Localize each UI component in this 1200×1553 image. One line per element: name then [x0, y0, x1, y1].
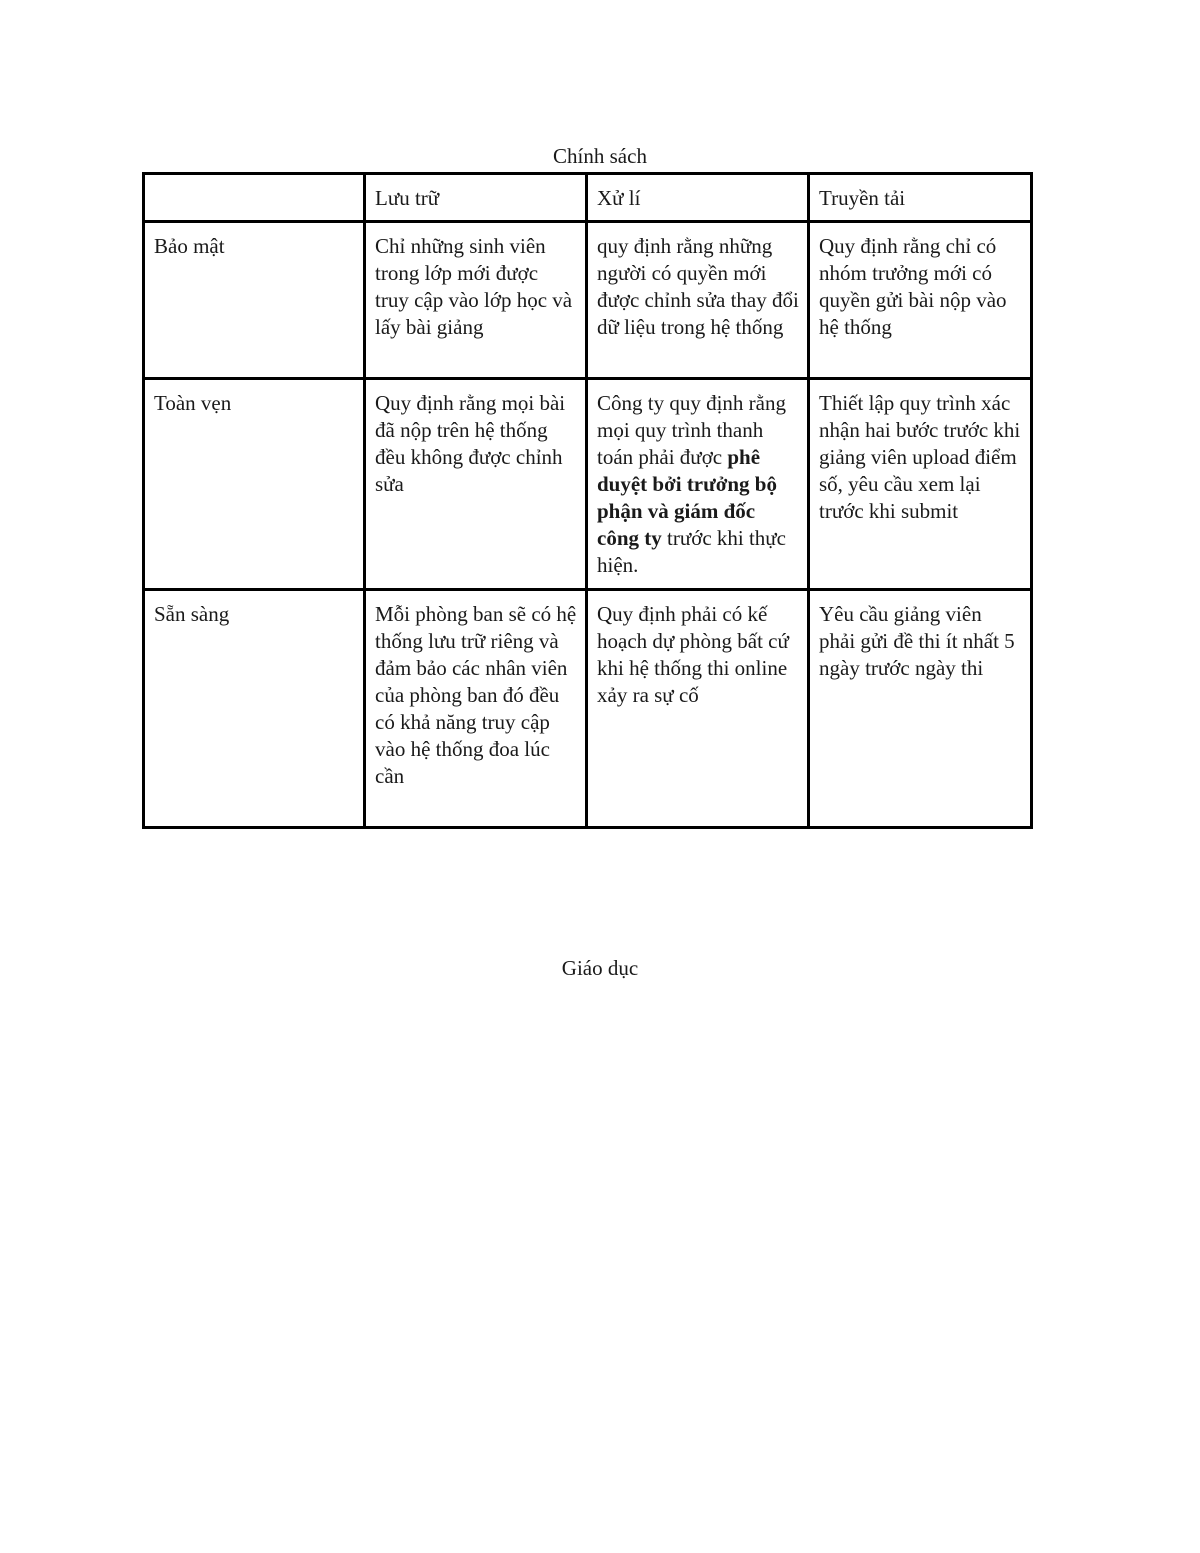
- cell-security-transmission: Quy định rằng chỉ có nhóm trưởng mới có quyền gửi bài nộp vào hệ thống: [809, 222, 1032, 379]
- cell-integrity-storage: Quy định rằng mọi bài đã nộp trên hệ thống đều không được chỉnh sửa: [365, 379, 587, 590]
- table-row-security: [144, 222, 1032, 379]
- section-heading: Giáo dục: [561, 956, 639, 980]
- table-row-integrity: [144, 379, 1032, 590]
- cell-security-storage: Chỉ những sinh viên trong lớp mới được truy cập vào lớp học và lấy bài giảng: [365, 222, 587, 379]
- header-cell-transmission: Truyền tải: [809, 174, 1032, 222]
- cell-integrity-processing-bold-text: phê duyệt bởi trưởng bộ phận và giám đốc công ty: [597, 445, 777, 550]
- cell-security-processing: quy định rằng những người có quyền mới được chỉnh sửa thay đổi dữ liệu trong hệ thống: [587, 222, 809, 379]
- cell-integrity-processing: [587, 379, 809, 590]
- policy-table: [142, 172, 1033, 829]
- header-cell-storage: Lưu trữ: [365, 174, 587, 222]
- table-row-availability: [144, 590, 1032, 828]
- table-title: Chính sách: [553, 144, 647, 168]
- cell-integrity-transmission: Thiết lập quy trình xác nhận hai bước trước khi giảng viên upload điểm số, yêu cầu xem lại trước khi submit: [809, 379, 1032, 590]
- header-cell-processing: Xử lí: [587, 174, 809, 222]
- cell-integrity-processing-text-before: Công ty quy định rằng mọi quy trình thanh toán phải được: [597, 391, 786, 469]
- cell-integrity-processing-text-after: trước khi thực hiện.: [597, 526, 787, 577]
- row-label-security: Bảo mật: [144, 222, 365, 379]
- cell-availability-storage: Mỗi phòng ban sẽ có hệ thống lưu trữ riêng và đảm bảo các nhân viên của phòng ban đó đều có khả năng truy cập vào hệ thống đoa lúc cần: [365, 590, 587, 828]
- row-label-integrity: Toàn vẹn: [144, 379, 365, 590]
- table-header-row: [144, 174, 1032, 222]
- row-label-availability: Sẵn sàng: [144, 590, 365, 828]
- header-cell-empty: [144, 174, 365, 222]
- cell-availability-processing: Quy định phải có kế hoạch dự phòng bất cứ khi hệ thống thi online xảy ra sự cố: [587, 590, 809, 828]
- cell-availability-transmission: Yêu cầu giảng viên phải gửi đề thi ít nhất 5 ngày trước ngày thi: [809, 590, 1032, 828]
